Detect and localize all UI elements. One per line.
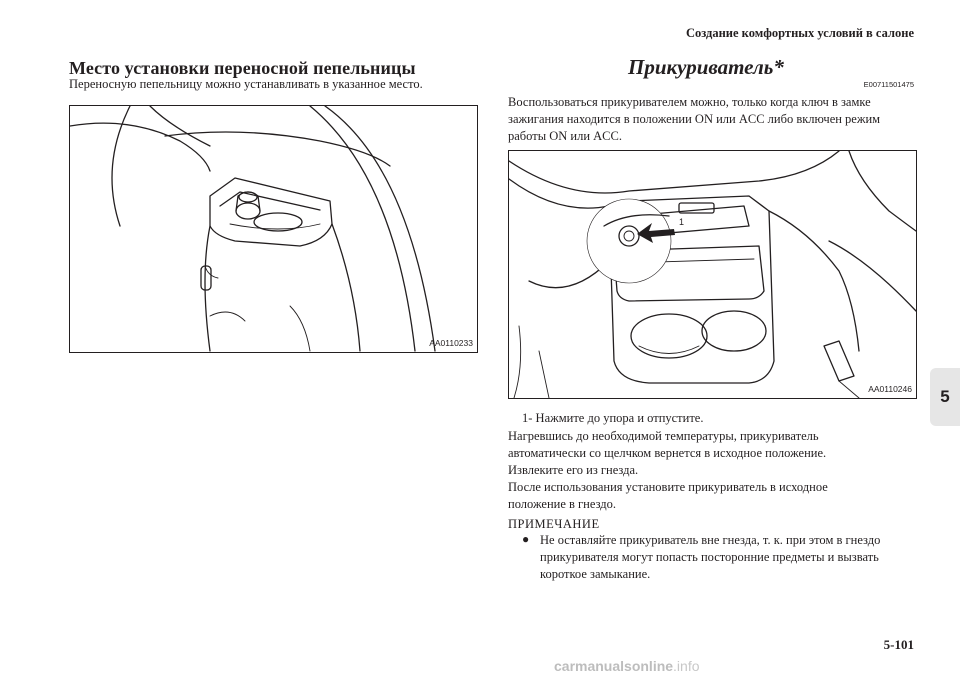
note-line: короткое замыкание.: [540, 567, 651, 581]
watermark-suffix: .info: [673, 658, 700, 674]
watermark-prefix: carmanualsonline: [554, 658, 674, 674]
lighter-heading: Прикуриватель*: [628, 55, 784, 79]
ashtray-figure-code: AA0110233: [429, 338, 473, 348]
running-header: Создание комфортных условий в салоне: [685, 26, 914, 40]
ashtray-illustration: [70, 106, 477, 352]
lighter-intro: [508, 94, 918, 145]
watermark[interactable]: [554, 658, 700, 674]
lighter-intro-line: работы ON или ACC.: [508, 129, 622, 143]
section-tab[interactable]: 5: [930, 368, 960, 426]
ashtray-figure: [69, 105, 478, 353]
note-title: ПРИМЕЧАНИЕ: [508, 517, 600, 531]
lighter-body-line: положение в гнездо.: [508, 497, 617, 511]
note-line: Не оставляйте прикуриватель вне гнезда, т. к. при этом в гнездо: [540, 533, 881, 547]
lighter-figure: [508, 150, 917, 399]
lighter-intro-line: зажигания находится в положении ON или ACC либо включен режим: [508, 112, 881, 126]
lighter-body-line: автоматически со щелчком вернется в исходное положение.: [508, 446, 827, 460]
lighter-doc-code: E00711501475: [863, 80, 914, 89]
lighter-intro-line: Воспользоваться прикуривателем можно, только когда ключ в замке: [508, 95, 871, 109]
lighter-body-line: Извлеките его из гнезда.: [508, 463, 639, 477]
ashtray-heading: Место установки переносной пепельницы: [69, 58, 416, 78]
lighter-illustration: [509, 151, 916, 398]
page-number: 5-101: [883, 637, 914, 652]
callout-number: 1: [679, 217, 685, 227]
note-text: [540, 532, 918, 583]
note-bullet: ●: [522, 532, 530, 546]
lighter-body-line: Нагревшись до необходимой температуры, прикуриватель: [508, 429, 819, 443]
ashtray-text: Переносную пепельницу можно устанавливать в указанное место.: [69, 77, 423, 91]
note-line: прикуривателя могут попасть посторонние предметы и вызвать: [540, 550, 879, 564]
lighter-caption: 1- Нажмите до упора и отпустите.: [522, 411, 704, 425]
lighter-body: [508, 428, 918, 513]
lighter-figure-code: AA0110246: [868, 384, 912, 394]
lighter-body-line: После использования установите прикуриватель в исходное: [508, 480, 828, 494]
